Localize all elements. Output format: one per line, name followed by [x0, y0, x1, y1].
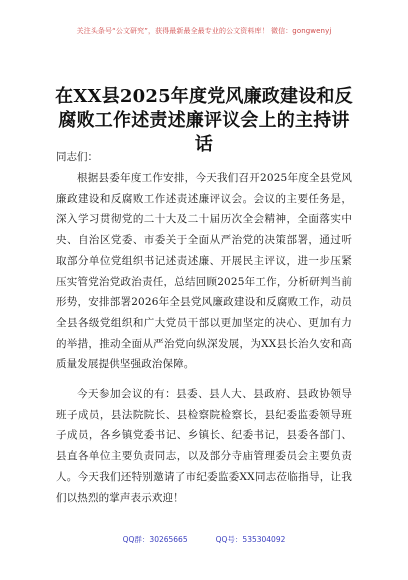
greeting-text: 同志们： [56, 151, 98, 163]
body-paragraph-1: 根据县委年度工作安排，今天我们召开2025年度全县党风廉政建设和反腐败工作述责述廉评议会。会议的主要任务是，深入学习贯彻党的二十大及二十届历次全会精神，全面落实中央、自治区党委、市委关于全面从严治党的决策部署，通过听取部分单位党组织书记述责述廉、开展民主评议，进一步压紧压实管党治党政治责任，总结回顾2025年工作，分析研判当前形势，安排部署2026年全县党风廉政建设和反腐败工作，动员全县各级党组织和广大党员干部以更加坚定的决心、更加有力的举措，推动全面从严治党向纵深发展，为XX县长治久安和高质量发展提供坚强政治保障。 [56, 172, 352, 371]
document-title: 在XX县2025年度党风廉政建设和反腐败工作述责述廉评议会上的主持讲话 [55, 86, 353, 155]
qq-group-text: QQ群：30265665 [122, 535, 188, 544]
body-paragraph-2: 今天参加会议的有：县委、县人大、县政府、县政协领导班子成员，县法院院长、县检察院检察长，县纪委监委领导班子成员，各乡镇党委书记、乡镇长、纪委书记，县委各部门、县直各单位主要负责同志，以及部分寺庙管理委员会主要负责人。今天我们还特别邀请了市纪委监委XX同志莅临指导，让我们以热烈的掌声表示欢迎！ [56, 388, 352, 504]
footer-contacts [0, 534, 408, 545]
qq-number-text: QQ号：535304092 [215, 535, 286, 544]
header-promo-note: 关注头条号“公文研究”，获得最新最全最专业的公文资料库！ 微信：gongwenyj [76, 27, 332, 35]
